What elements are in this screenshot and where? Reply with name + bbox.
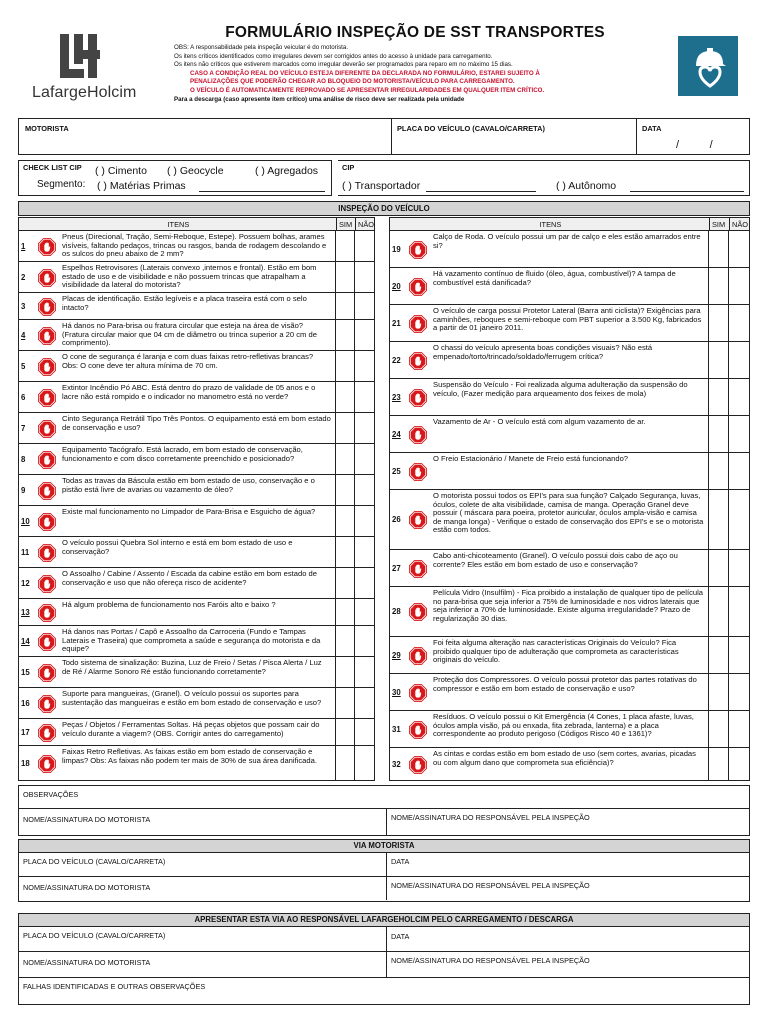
item-text: O cone de segurança é laranja e com duas faixas retro-refletivas brancas? Obs: O cone deve ter altura mínima de 70 cm.	[62, 352, 314, 370]
nao-checkbox[interactable]	[728, 748, 748, 781]
sim-checkbox[interactable]	[708, 637, 728, 674]
nao-checkbox[interactable]	[354, 746, 373, 781]
sim-checkbox[interactable]	[335, 320, 354, 351]
stop-hand-icon	[409, 756, 427, 774]
data-label-2: DATA	[391, 857, 410, 866]
cip-label: CIP	[342, 163, 355, 172]
nao-checkbox[interactable]	[354, 568, 373, 599]
nao-checkbox[interactable]	[728, 268, 748, 305]
item-text: Resíduos. O veículo possui o Kit Emergência (4 Cones, 1 placa afaste, luvas, óculos ampla visão, pá ou enxada, fita zebrada, lanterna) e a placa correspondente ao produto perigoso (Códigos Risco 40 e 1361)?	[433, 712, 694, 739]
sim-checkbox[interactable]	[335, 719, 354, 746]
sim-checkbox[interactable]	[335, 746, 354, 781]
item-number: 18	[21, 758, 30, 768]
stop-hand-icon	[38, 604, 56, 622]
stop-hand-icon	[38, 513, 56, 531]
header-note: Os itens não críticos que estiverem marcados como irregular deverão ser programados para reparo em no máximo 15 dias.	[174, 61, 513, 69]
col-itens: ITENS	[539, 220, 562, 229]
items-header	[18, 217, 375, 231]
option-autonomo[interactable]: ( ) Autônomo	[556, 180, 617, 192]
col-nao: NÃO	[732, 220, 749, 229]
checklist-row	[389, 674, 750, 711]
stop-hand-icon	[38, 633, 56, 651]
data-label: DATA	[642, 124, 662, 133]
header-notes	[174, 44, 644, 104]
item-number: 17	[21, 727, 30, 737]
checklist-row	[18, 568, 375, 599]
stop-hand-icon	[38, 420, 56, 438]
item-number: 19	[392, 244, 401, 254]
placa-label-2: PLACA DO VEÍCULO (CAVALO/CARRETA)	[23, 857, 166, 866]
checklist-row	[389, 711, 750, 748]
col-itens: ITENS	[167, 220, 190, 229]
item-text: Existe mal funcionamento no Limpador de Para-Brisa e Esguicho de água?	[62, 507, 316, 516]
sim-checkbox[interactable]	[335, 657, 354, 688]
checklist-row	[389, 587, 750, 637]
item-number: 24	[392, 429, 401, 439]
stop-hand-icon	[38, 389, 56, 407]
stop-hand-icon	[409, 389, 427, 407]
lafargeholcim-logo-icon	[60, 34, 100, 78]
item-text: O chassi do veículo apresenta boas condições visuais? Não está empenado/torto/trincado/soldado/ferrugem crítica?	[433, 343, 653, 361]
checklist-row	[389, 490, 750, 550]
item-number: 25	[392, 466, 401, 476]
item-text: Vazamento de Ar - O veículo está com algum vazamento de ar.	[433, 417, 646, 426]
item-text: Calço de Roda. O veículo possui um par de calço e eles estão amarrados entre si?	[433, 232, 701, 250]
sim-checkbox[interactable]	[335, 506, 354, 537]
nome-responsavel-label-2: NOME/ASSINATURA DO RESPONSÁVEL PELA INSPEÇÃO	[391, 881, 590, 890]
stop-hand-icon	[38, 664, 56, 682]
header-note: OBS: A responsabilidade pela inspeção veicular é do motorista.	[174, 44, 349, 51]
logo-text: LafargeHolcim	[32, 84, 137, 101]
item-text: Há vazamento contínuo de fluido (óleo, água, combustível)? A tampa de combustível está danificada?	[433, 269, 676, 287]
item-number: 31	[392, 724, 401, 734]
sim-checkbox[interactable]	[335, 351, 354, 382]
nome-responsavel-label-3: NOME/ASSINATURA DO RESPONSÁVEL PELA INSPEÇÃO	[391, 956, 590, 965]
nao-checkbox[interactable]	[354, 475, 373, 506]
item-number: 15	[21, 667, 30, 677]
nao-checkbox[interactable]	[354, 688, 373, 719]
nao-checkbox[interactable]	[354, 231, 373, 262]
item-text: O veículo possui Quebra Sol interno e está em bom estado de uso e conservação?	[62, 538, 293, 556]
item-number: 4	[21, 330, 26, 340]
nao-checkbox[interactable]	[728, 342, 748, 379]
item-number: 20	[392, 281, 401, 291]
sim-checkbox[interactable]	[335, 599, 354, 626]
stop-hand-icon	[38, 575, 56, 593]
checklist-row	[389, 416, 750, 453]
sim-checkbox[interactable]	[708, 587, 728, 637]
stop-hand-icon	[409, 426, 427, 444]
checklist-row	[18, 537, 375, 568]
item-text: Suspensão do Veículo - Foi realizada alguma adulteração da suspensão do veículo, (Fazer medição para arqueamento dos feixes de mola)	[433, 380, 688, 398]
nao-checkbox[interactable]	[354, 506, 373, 537]
via-motorista-box	[18, 853, 750, 902]
stop-hand-icon	[38, 482, 56, 500]
item-number: 23	[392, 392, 401, 402]
stop-hand-icon	[409, 352, 427, 370]
stop-hand-icon	[409, 463, 427, 481]
items-table-left	[18, 217, 375, 785]
sim-checkbox[interactable]	[708, 379, 728, 416]
nao-checkbox[interactable]	[354, 413, 373, 444]
item-number: 14	[21, 636, 30, 646]
driver-info-row	[18, 118, 750, 155]
item-number: 6	[21, 392, 26, 402]
header-note: O VEÍCULO É AUTOMATICAMENTE REPROVADO SE APRESENTAR IRREGULARIDADES EM QUALQUER ITEM CRÍTICO.	[190, 86, 545, 94]
stop-hand-icon	[409, 721, 427, 739]
item-text: Há danos nas Portas / Capô e Assoalho da Carroceria (Fundo e Tampas Laterais e Traseira) que comprometa a saúde e segurança do motorista e da equipe?	[62, 627, 321, 654]
item-number: 7	[21, 423, 26, 433]
item-number: 26	[392, 515, 401, 524]
nao-checkbox[interactable]	[728, 587, 748, 637]
checklist-row	[389, 305, 750, 342]
stop-hand-icon	[38, 269, 56, 287]
checklist-row	[18, 746, 375, 781]
item-text: Placas de identificação. Estão legíveis e a placa traseira está com o selo intacto?	[62, 294, 307, 312]
item-text: Peças / Objetos / Ferramentas Soltas. Há peças objetos que possam cair do veículo durante a viagem? (OBS. Corrigir antes do carregamento)	[62, 720, 320, 738]
sim-checkbox[interactable]	[335, 626, 354, 657]
checklist-cip-box	[338, 160, 750, 196]
sim-checkbox[interactable]	[708, 748, 728, 781]
option-transportador[interactable]: ( ) Transportador	[342, 180, 421, 192]
header-note: CASO A CONDIÇÃO REAL DO VEÍCULO ESTEJA DIFERENTE DA DECLARADA NO FORMULÁRIO, ESTAREI SUJEITO À	[190, 69, 540, 77]
stop-hand-icon	[409, 278, 427, 296]
col-sim: SIM	[339, 220, 353, 229]
stop-hand-icon	[409, 684, 427, 702]
header-note: Os itens críticos identificados como irregulares devem ser corrigidos antes do acesso à unidade para carregamento.	[174, 52, 493, 60]
form-header	[18, 18, 750, 114]
item-number: 11	[21, 547, 30, 557]
nao-checkbox[interactable]	[354, 657, 373, 688]
sim-checkbox[interactable]	[335, 568, 354, 599]
item-number: 1	[21, 241, 26, 251]
nome-motorista-label-1: NOME/ASSINATURA DO MOTORISTA	[23, 815, 151, 824]
option-materias-primas[interactable]: ( ) Matérias Primas	[97, 180, 186, 192]
sim-checkbox[interactable]	[708, 268, 728, 305]
stop-hand-icon	[38, 358, 56, 376]
item-text: Proteção dos Compressores. O veículo possui protetor das partes rotativas do compressor e estão em bom estado de conservação e uso?	[433, 675, 697, 693]
data-label-3: DATA	[391, 932, 410, 941]
sim-checkbox[interactable]	[708, 490, 728, 550]
nao-checkbox[interactable]	[728, 490, 748, 550]
checklist-row	[389, 268, 750, 305]
nao-checkbox[interactable]	[728, 231, 748, 268]
item-number: 29	[392, 650, 401, 660]
checklist-row	[389, 231, 750, 268]
item-number: 28	[392, 607, 401, 616]
checklist-row	[18, 382, 375, 413]
nao-checkbox[interactable]	[728, 550, 748, 587]
sim-checkbox[interactable]	[708, 711, 728, 748]
stop-hand-icon	[38, 451, 56, 469]
header-note: PENALIZAÇÕES QUE PODERÃO CHEGAR AO BLOQUEIO DO MOTORISTA/VEÍCULO PARA CARREGAMENTO.	[190, 78, 515, 86]
nao-checkbox[interactable]	[354, 262, 373, 293]
observations-box	[18, 785, 750, 836]
placa-label: PLACA DO VEÍCULO (CAVALO/CARRETA)	[397, 124, 545, 133]
checklist-row	[18, 688, 375, 719]
sim-checkbox[interactable]	[335, 537, 354, 568]
checklist-row	[18, 657, 375, 688]
checklist-row	[389, 453, 750, 490]
item-number: 3	[21, 301, 26, 311]
item-text: Há algum problema de funcionamento nos Faróis alto e baixo ?	[62, 600, 276, 609]
header-note: Para a descarga (caso apresente item crítico) uma análise de risco deve ser realizada pela unidade	[174, 95, 465, 103]
checklist-row	[18, 293, 375, 320]
nao-checkbox[interactable]	[354, 537, 373, 568]
nao-checkbox[interactable]	[354, 719, 373, 746]
item-number: 21	[392, 318, 401, 328]
sim-checkbox[interactable]	[335, 413, 354, 444]
stop-hand-icon	[38, 724, 56, 742]
checklist-row	[18, 444, 375, 475]
sim-checkbox[interactable]	[335, 475, 354, 506]
item-number: 5	[21, 361, 26, 371]
checklist-row	[389, 379, 750, 416]
option-geocycle[interactable]: ( ) Geocycle	[167, 165, 224, 177]
sim-checkbox[interactable]	[708, 231, 728, 268]
item-number: 2	[21, 272, 26, 282]
nao-checkbox[interactable]	[354, 599, 373, 626]
nome-motorista-label-3: NOME/ASSINATURA DO MOTORISTA	[23, 958, 151, 967]
item-text: Todo sistema de sinalização: Buzina, Luz de Freio / Setas / Pisca Alerta / Luz de Ré / Alarme Sonoro Ré estão funcionando corretamente?	[62, 658, 322, 676]
nao-checkbox[interactable]	[354, 320, 373, 351]
nao-checkbox[interactable]	[728, 453, 748, 490]
item-number: 22	[392, 355, 401, 365]
item-text: Faixas Retro Refletivas. As faixas estão em bom estado de conservação e limpas? Obs: As faixas não podem ter mais de 30% de sua área danificada.	[62, 747, 317, 765]
checklist-row	[389, 748, 750, 781]
sim-checkbox[interactable]	[335, 262, 354, 293]
item-text: O veículo de carga possui Protetor Lateral (Barra anti ciclista)? Exigências para caminhões, reboques e semi-reboque com PBT superior a 3.500 Kg, fabricados a partir de 01 janeiro 2011.	[433, 306, 702, 333]
item-text: Há danos no Para-brisa ou fratura circular que esteja na área de visão? (Fratura circular maior que 04 cm de diâmetro ou trinca superior a 20 cm de comprimento).	[62, 321, 317, 348]
placa-label-3: PLACA DO VEÍCULO (CAVALO/CARRETA)	[23, 931, 166, 940]
nao-checkbox[interactable]	[354, 382, 373, 413]
nao-checkbox[interactable]	[354, 626, 373, 657]
stop-hand-icon	[409, 560, 427, 578]
stop-hand-icon	[38, 238, 56, 256]
sim-checkbox[interactable]	[708, 453, 728, 490]
checklist-row	[18, 413, 375, 444]
checklist-row	[389, 550, 750, 587]
item-text: Pneus (Direcional, Tração, Semi-Reboque, Estepe). Possuem bolhas, arames visíveis, faltando pedaços, trincas ou rasgos, banda de rodagem descolando e os sulcos do pneu abaixo de 2 mm?	[62, 232, 327, 259]
option-cimento[interactable]: ( ) Cimento	[95, 165, 147, 177]
checklist-row	[18, 351, 375, 382]
falhas-label: FALHAS IDENTIFICADAS E OUTRAS OBSERVAÇÕES	[23, 982, 206, 991]
checklist-row	[389, 342, 750, 379]
stop-hand-icon	[409, 603, 427, 621]
stop-hand-icon	[38, 755, 56, 773]
checklist-row	[18, 599, 375, 626]
checklist-section	[18, 160, 750, 196]
nao-checkbox[interactable]	[728, 637, 748, 674]
item-text: Equipamento Tacógrafo. Está lacrado, em bom estado de conservação, funcionamento e com disco corretamente preenchido e posicionado?	[62, 445, 303, 463]
sim-checkbox[interactable]	[335, 688, 354, 719]
checklist-label: CHECK LIST CIP	[23, 163, 82, 172]
inspection-title: INSPEÇÃO DO VEÍCULO	[18, 201, 750, 216]
item-number: 16	[21, 698, 30, 708]
item-text: Extintor Incêndio Pó ABC. Está dentro do prazo de validade de 05 anos e o lacre não está rompido e o indicador no manometro está no verde?	[62, 383, 316, 401]
sim-checkbox[interactable]	[708, 550, 728, 587]
nome-motorista-label-2: NOME/ASSINATURA DO MOTORISTA	[23, 883, 151, 892]
checklist-row	[18, 320, 375, 351]
items-table-right	[389, 217, 750, 785]
sim-checkbox[interactable]	[708, 674, 728, 711]
sim-checkbox[interactable]	[335, 382, 354, 413]
checklist-row	[389, 637, 750, 674]
checklist-row	[18, 506, 375, 537]
nao-checkbox[interactable]	[354, 444, 373, 475]
item-number: 32	[392, 759, 401, 769]
item-number: 8	[21, 454, 26, 464]
option-agregados[interactable]: ( ) Agregados	[255, 165, 319, 177]
apresentar-bar: APRESENTAR ESTA VIA AO RESPONSÁVEL LAFARGEHOLCIM PELO CARREGAMENTO / DESCARGA	[18, 913, 750, 927]
sim-checkbox[interactable]	[335, 444, 354, 475]
nao-checkbox[interactable]	[728, 416, 748, 453]
sim-checkbox[interactable]	[335, 231, 354, 262]
stop-hand-icon	[38, 327, 56, 345]
item-number: 12	[21, 578, 30, 588]
item-text: O motorista possui todos os EPI's para sua função? Calçado Segurança, luvas, óculos, colete de alta visibilidade, camisa de manga. Operação Granel deve possuir ( máscara para poeira, protetor auricular, óculos ampla-visão e camisa de manga longa) - Verifique o estado de conservação dos EPI's e se o motorista estão com todos.	[433, 491, 704, 535]
nao-checkbox[interactable]	[728, 379, 748, 416]
motorista-label: MOTORISTA	[25, 124, 69, 133]
item-text: Todas as travas da Báscula estão em bom estado de uso, conservação e o pistão está livre de avarias ou vazamento de óleo?	[62, 476, 315, 494]
checklist-row	[18, 719, 375, 746]
nao-checkbox[interactable]	[728, 711, 748, 748]
checklist-row	[18, 475, 375, 506]
stop-hand-icon	[409, 647, 427, 665]
item-text: O Freio Estacionário / Manete de Freio está funcionando?	[433, 454, 629, 463]
item-text: Cinto Segurança Retrátil Tipo Três Pontos. O equipamento está em bom estado de conservação e uso?	[62, 414, 331, 432]
sim-checkbox[interactable]	[708, 416, 728, 453]
item-number: 10	[21, 516, 30, 526]
items-header	[389, 217, 750, 231]
col-sim: SIM	[712, 220, 726, 229]
item-number: 30	[392, 687, 401, 697]
apresentar-box	[18, 927, 750, 1005]
item-text: Película Vidro (Insulfilm) - Fica proibido a instalação de qualquer tipo de película no para-brisa que seja inferior a 75% de luminosidade e nos vidros laterais que seja inferior a 70% de luminosidade. Existe alguma irregularidade? Prazo de regularização 30 dias.	[433, 588, 704, 623]
item-number: 13	[21, 607, 30, 617]
item-number: 27	[392, 563, 401, 573]
nao-checkbox[interactable]	[728, 305, 748, 342]
stop-hand-icon	[38, 298, 56, 316]
via-motorista-bar: VIA MOTORISTA	[18, 839, 750, 853]
safety-helmet-heart-icon	[678, 36, 738, 96]
sim-checkbox[interactable]	[708, 342, 728, 379]
item-text: Cabo anti-chicoteamento (Granel). O veículo possui dois cabo de aço ou corrente? Eles estão em bom estado de uso e conservação?	[433, 551, 678, 569]
item-text: Suporte para mangueiras, (Granel). O veículo possui os suportes para sustentação das mangueiras e estão em bom estado de conservação e uso?	[62, 689, 322, 707]
stop-hand-icon	[409, 315, 427, 333]
form-title: FORMULÁRIO INSPEÇÃO DE SST TRANSPORTES	[225, 24, 605, 41]
col-nao: NÃO	[358, 220, 375, 229]
nao-checkbox[interactable]	[728, 674, 748, 711]
date-separators: / /	[676, 139, 713, 151]
sim-checkbox[interactable]	[708, 305, 728, 342]
checklist-row	[18, 626, 375, 657]
item-number: 9	[21, 485, 26, 495]
nome-responsavel-label-1: NOME/ASSINATURA DO RESPONSÁVEL PELA INSPEÇÃO	[391, 813, 590, 822]
stop-hand-icon	[409, 511, 427, 529]
nao-checkbox[interactable]	[354, 293, 373, 320]
stop-hand-icon	[38, 544, 56, 562]
nao-checkbox[interactable]	[354, 351, 373, 382]
item-text: As cintas e cordas estão em bom estado de uso (sem cortes, avarias, picadas ou com algum dano que comprometa sua eficiência)?	[433, 749, 696, 767]
checklist-row	[18, 231, 375, 262]
checklist-segment-box	[18, 160, 332, 196]
segmento-label: Segmento:	[37, 179, 86, 190]
item-text: Foi feita alguma alteração nas características Originais do Veículo? Fica proibido qualquer tipo de adulteração que comprometa as características originais do veículo.	[433, 638, 679, 665]
observacoes-label: OBSERVAÇÕES	[23, 790, 79, 799]
stop-hand-icon	[38, 695, 56, 713]
stop-hand-icon	[409, 241, 427, 259]
checklist-row	[18, 262, 375, 293]
sim-checkbox[interactable]	[335, 293, 354, 320]
item-text: O Assoalho / Cabine / Assento / Escada da cabine estão em bom estado de conservação e uso que não ofereça risco de acidente?	[62, 569, 317, 587]
item-text: Espelhos Retrovisores (Laterais convexo ,internos e frontal). Estão em bom estado de uso e de visibilidade e não possuem trincas que atrapalham a visibilidade da lateral do motorista?	[62, 263, 317, 290]
